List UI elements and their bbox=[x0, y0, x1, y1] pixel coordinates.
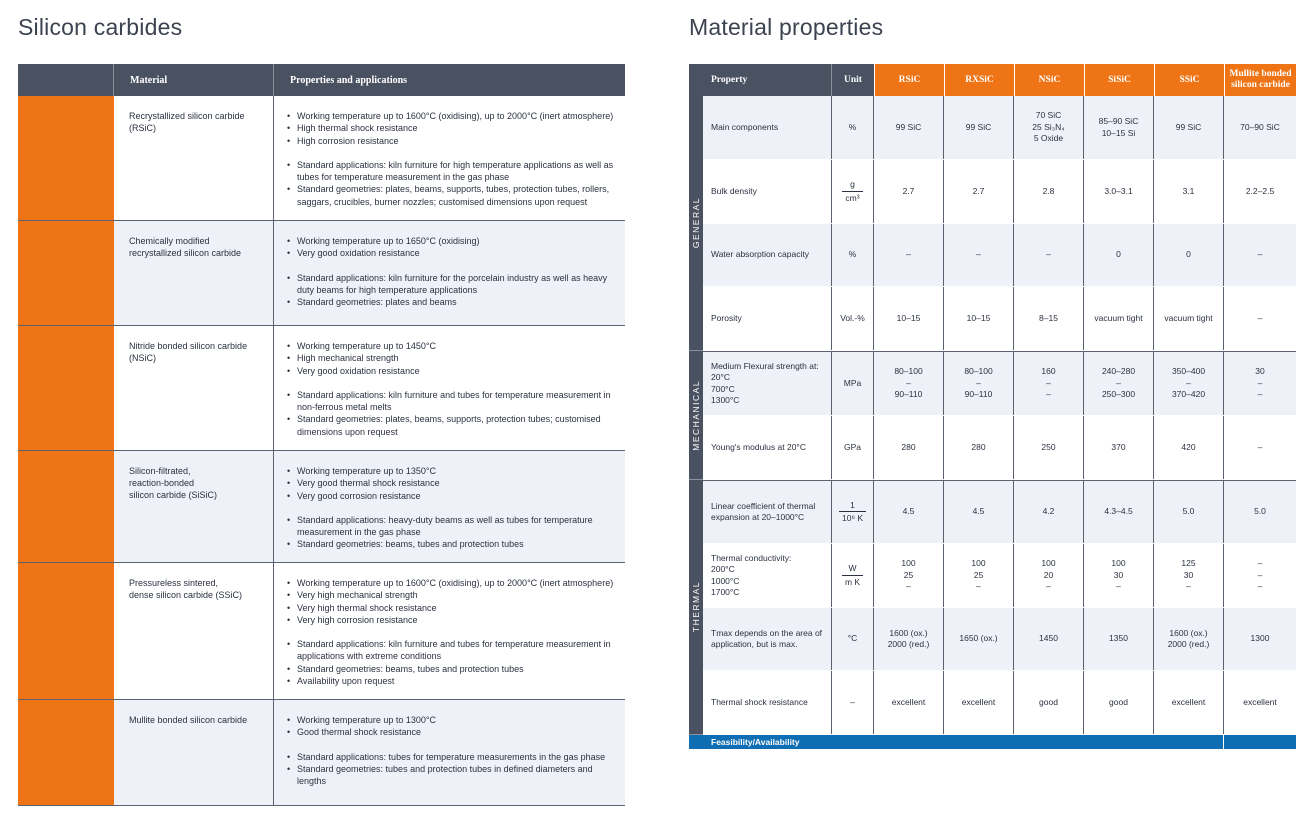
value-cell: 99 SiC bbox=[1154, 96, 1224, 159]
property-name: Main components bbox=[703, 96, 832, 159]
value-cell: 2.8 bbox=[1014, 160, 1084, 223]
table-row bbox=[18, 451, 625, 563]
right-table-body bbox=[689, 96, 1296, 735]
value-cell: 4.2 bbox=[1014, 481, 1084, 543]
value-cell: – bbox=[1257, 441, 1263, 452]
value-cell: 10–15 bbox=[874, 287, 944, 350]
table-row bbox=[703, 416, 1296, 480]
table-row bbox=[703, 671, 1296, 735]
header-property: Property bbox=[703, 64, 832, 96]
unit-cell: – bbox=[832, 671, 874, 734]
material-name-line: silicon carbide (SiSiC) bbox=[129, 490, 218, 500]
material-name-line: (NSiC) bbox=[129, 353, 156, 363]
value-cell: 3.1 bbox=[1154, 160, 1224, 223]
value-cell: 100 25 – bbox=[944, 544, 1014, 607]
property-list bbox=[286, 159, 621, 208]
properties-cell bbox=[274, 563, 625, 699]
value-cell: 370 bbox=[1084, 416, 1154, 479]
material-name-line: Recrystallized silicon carbide bbox=[129, 111, 245, 121]
value-cell: 160 – – bbox=[1014, 352, 1084, 415]
property-item: • Very high corrosion resistance bbox=[286, 614, 621, 626]
left-page-title: Silicon carbides bbox=[18, 14, 183, 40]
value-cell: – bbox=[1257, 249, 1263, 260]
properties-cell bbox=[274, 96, 625, 220]
section-label-text: THERMAL bbox=[691, 581, 701, 633]
right-page-title: Material properties bbox=[689, 14, 884, 40]
unit-numerator: 1 bbox=[850, 499, 855, 510]
table-row bbox=[703, 96, 1296, 160]
unit-denominator: 10⁶ K bbox=[839, 511, 866, 525]
header-material-rsic: RSiC bbox=[874, 64, 944, 96]
properties-cell bbox=[274, 326, 625, 450]
value-cell: 1300 bbox=[1250, 633, 1270, 644]
property-item: • Standard applications: tubes for temperature measurements in the gas phase bbox=[286, 751, 621, 763]
value-cell: 1450 bbox=[1014, 608, 1084, 670]
material-name-line: (RSiC) bbox=[129, 123, 156, 133]
header-material: Material bbox=[114, 64, 274, 96]
property-name: Water absorption capacity bbox=[703, 224, 832, 286]
unit-fraction bbox=[839, 500, 866, 525]
value-cell: 280 bbox=[944, 416, 1014, 479]
value-cell: excellent bbox=[944, 671, 1014, 734]
unit-cell: GPa bbox=[832, 416, 874, 479]
value-cell: 70 SiC 25 Si₃N₄ 5 Oxide bbox=[1014, 96, 1084, 159]
table-row bbox=[703, 160, 1296, 224]
value-cell: 2.7 bbox=[874, 160, 944, 223]
header-material-mullite: Mullite bonded silicon carbide bbox=[1224, 64, 1296, 96]
table-row bbox=[18, 700, 625, 806]
value-cell: 350–400 – 370–420 bbox=[1154, 352, 1224, 415]
property-name: Porosity bbox=[703, 287, 832, 350]
section-label-text: GENERAL bbox=[691, 197, 701, 249]
material-name bbox=[114, 96, 274, 220]
property-list bbox=[286, 272, 621, 309]
header-material-ssic: SSiC bbox=[1154, 64, 1224, 96]
header-material-rxsic: RXSiC bbox=[944, 64, 1014, 96]
material-name bbox=[114, 221, 274, 325]
table-row bbox=[18, 563, 625, 700]
unit-numerator: W bbox=[848, 563, 857, 573]
property-item: • Working temperature up to 1650°C (oxidising) bbox=[286, 235, 621, 247]
property-item: • Standard geometries: plates and beams bbox=[286, 296, 621, 308]
header-unit: Unit bbox=[832, 64, 874, 96]
property-item: • High thermal shock resistance bbox=[286, 122, 621, 134]
property-list bbox=[286, 577, 621, 626]
header-side-spacer bbox=[689, 64, 703, 96]
properties-cell bbox=[274, 700, 625, 805]
unit-cell bbox=[832, 481, 874, 543]
value-cell: – – – bbox=[1257, 558, 1263, 592]
unit-numerator: g bbox=[850, 179, 855, 189]
value-cell: 0 bbox=[1084, 224, 1154, 286]
material-name-line: Pressureless sintered, bbox=[129, 578, 219, 588]
material-name-line: reaction-bonded bbox=[129, 478, 195, 488]
section-label-general bbox=[689, 96, 703, 351]
orange-marker-cell bbox=[18, 700, 114, 805]
value-cell: 85–90 SiC 10–15 Si bbox=[1084, 96, 1154, 159]
value-cell: – bbox=[874, 224, 944, 286]
property-item: • Very good thermal shock resistance bbox=[286, 477, 621, 489]
header-material-sisic: SiSiC bbox=[1084, 64, 1154, 96]
property-item: • Standard applications: heavy-duty beams as well as tubes for temperature measurement in the gas phase bbox=[286, 514, 621, 539]
value-cell: good bbox=[1084, 671, 1154, 734]
unit-cell: Vol.-% bbox=[832, 287, 874, 350]
property-item: • Standard applications: kiln furniture for high temperature applications as well as tubes for temperature measurement in the gas phase bbox=[286, 159, 621, 184]
material-name bbox=[114, 700, 274, 805]
property-item: • Very good oxidation resistance bbox=[286, 247, 621, 259]
value-cell: vacuum tight bbox=[1154, 287, 1224, 350]
value-cell: 420 bbox=[1154, 416, 1224, 479]
property-item: • Working temperature up to 1350°C bbox=[286, 465, 621, 477]
material-name bbox=[114, 451, 274, 562]
value-cell: 3.0–3.1 bbox=[1084, 160, 1154, 223]
value-cell: – bbox=[944, 224, 1014, 286]
unit-denominator: m K bbox=[842, 575, 863, 589]
value-cell: 4.5 bbox=[874, 481, 944, 543]
property-item: • Standard geometries: plates, beams, supports, protection tubes; customised dimensions upon request bbox=[286, 413, 621, 438]
left-table-header bbox=[18, 64, 625, 96]
value-cell: 80–100 – 90–110 bbox=[944, 352, 1014, 415]
value-cell: 280 bbox=[874, 416, 944, 479]
table-row bbox=[18, 326, 625, 451]
header-properties: Properties and applications bbox=[290, 74, 408, 86]
value-cell: 100 25 – bbox=[874, 544, 944, 607]
table-row bbox=[703, 480, 1296, 544]
property-list bbox=[286, 389, 621, 438]
orange-marker-cell bbox=[18, 563, 114, 699]
value-cell: excellent bbox=[874, 671, 944, 734]
property-list bbox=[286, 110, 621, 147]
section-label-text: MECHANICAL bbox=[691, 379, 701, 451]
value-cell: 99 SiC bbox=[874, 96, 944, 159]
material-properties-table bbox=[689, 64, 1296, 749]
unit-fraction bbox=[842, 563, 863, 588]
property-item: • Standard geometries: beams, tubes and protection tubes bbox=[286, 663, 621, 675]
property-name: Thermal shock resistance bbox=[703, 671, 832, 734]
properties-cell bbox=[274, 451, 625, 562]
property-list bbox=[286, 465, 621, 502]
value-cell: 0 bbox=[1154, 224, 1224, 286]
table-row bbox=[703, 224, 1296, 287]
property-name: Medium Flexural strength at: 20°C 700°C 1300°C bbox=[703, 352, 832, 415]
value-cell: 5.0 bbox=[1154, 481, 1224, 543]
orange-marker-cell bbox=[18, 451, 114, 562]
property-list bbox=[286, 751, 621, 788]
value-cell: 30 – – bbox=[1255, 366, 1265, 400]
property-list bbox=[286, 714, 621, 739]
orange-marker-cell bbox=[18, 96, 114, 220]
value-cell: – bbox=[1014, 224, 1084, 286]
silicon-carbides-table bbox=[18, 64, 625, 806]
property-list bbox=[286, 235, 621, 260]
right-table-header bbox=[689, 64, 1296, 96]
section-label-thermal bbox=[689, 480, 703, 735]
property-item: • High mechanical strength bbox=[286, 352, 621, 364]
material-name-line: Nitride bonded silicon carbide bbox=[129, 341, 248, 351]
table-row bbox=[703, 608, 1296, 671]
header-material-nsic: NSiC bbox=[1014, 64, 1084, 96]
value-cell: 4.5 bbox=[944, 481, 1014, 543]
property-name: Thermal conductivity: 200°C 1000°C 1700°C bbox=[703, 544, 832, 607]
value-cell: 1350 bbox=[1084, 608, 1154, 670]
property-item: • Working temperature up to 1300°C bbox=[286, 714, 621, 726]
section-sidebar bbox=[689, 96, 703, 735]
material-name bbox=[114, 563, 274, 699]
value-cell: excellent bbox=[1154, 671, 1224, 734]
material-name-line: Chemically modified bbox=[129, 236, 210, 246]
value-cell: 2.7 bbox=[944, 160, 1014, 223]
value-cell: 8–15 bbox=[1014, 287, 1084, 350]
unit-cell: MPa bbox=[832, 352, 874, 415]
property-item: • Standard geometries: tubes and protection tubes in defined diameters and lengths bbox=[286, 763, 621, 788]
property-item: • Working temperature up to 1600°C (oxidising), up to 2000°C (inert atmosphere) bbox=[286, 577, 621, 589]
value-cell: 80–100 – 90–110 bbox=[874, 352, 944, 415]
property-item: • Availability upon request bbox=[286, 675, 621, 687]
value-cell: good bbox=[1014, 671, 1084, 734]
property-item: • Standard applications: kiln furniture and tubes for temperature measurement in applications with extreme conditions bbox=[286, 638, 621, 663]
table-row bbox=[703, 287, 1296, 351]
property-item: • Very good corrosion resistance bbox=[286, 490, 621, 502]
material-name-line: dense silicon carbide (SSiC) bbox=[129, 590, 243, 600]
orange-marker-cell bbox=[18, 326, 114, 450]
property-name: Tmax depends on the area of application, but is max. bbox=[703, 608, 832, 670]
value-cell: 250 bbox=[1014, 416, 1084, 479]
property-list bbox=[286, 340, 621, 377]
feasibility-footer bbox=[689, 735, 1296, 749]
material-name-line: recrystallized silicon carbide bbox=[129, 248, 242, 258]
unit-cell: % bbox=[832, 96, 874, 159]
value-cell: 100 20 – bbox=[1014, 544, 1084, 607]
value-cell: 1650 (ox.) bbox=[944, 608, 1014, 670]
material-name-line: Silicon-filtrated, bbox=[129, 466, 191, 476]
property-item: • Very high mechanical strength bbox=[286, 589, 621, 601]
value-cell: 1600 (ox.) 2000 (red.) bbox=[874, 608, 944, 670]
property-item: • Very good oxidation resistance bbox=[286, 365, 621, 377]
property-item: • Standard applications: kiln furniture for the porcelain industry as well as heavy duty beams for high temperature applications bbox=[286, 272, 621, 297]
value-cell: 10–15 bbox=[944, 287, 1014, 350]
unit-cell: °C bbox=[832, 608, 874, 670]
value-cell: excellent bbox=[1243, 696, 1277, 707]
value-cell: 5.0 bbox=[1254, 506, 1266, 517]
value-cell: 70–90 SiC bbox=[1240, 121, 1280, 132]
property-rows bbox=[703, 96, 1296, 735]
property-name: Linear coefficient of thermal expansion at 20–1000°C bbox=[703, 481, 832, 543]
unit-cell bbox=[832, 544, 874, 607]
table-row bbox=[18, 221, 625, 326]
header-color-column bbox=[18, 64, 114, 96]
property-item: • Working temperature up to 1450°C bbox=[286, 340, 621, 352]
value-cell: 99 SiC bbox=[944, 96, 1014, 159]
value-cell: 100 30 – bbox=[1084, 544, 1154, 607]
table-row bbox=[703, 544, 1296, 608]
property-item: • Standard geometries: beams, tubes and protection tubes bbox=[286, 538, 621, 550]
value-cell: – bbox=[1257, 312, 1263, 323]
property-item: • Very high thermal shock resistance bbox=[286, 602, 621, 614]
property-list bbox=[286, 638, 621, 687]
value-cell: 125 30 – bbox=[1154, 544, 1224, 607]
unit-cell bbox=[832, 160, 874, 223]
value-cell: vacuum tight bbox=[1084, 287, 1154, 350]
properties-cell bbox=[274, 221, 625, 325]
table-row bbox=[703, 351, 1296, 416]
property-item: • Standard applications: kiln furniture and tubes for temperature measurement in non-ferrous metal melts bbox=[286, 389, 621, 414]
feasibility-filler bbox=[1224, 735, 1296, 749]
property-item: • Standard geometries: plates, beams, supports, tubes, protection tubes, rollers, saggars, crucibles, burner nozzles; customised dimensions upon request bbox=[286, 183, 621, 208]
material-name-line: Mullite bonded silicon carbide bbox=[129, 715, 248, 725]
unit-cell: % bbox=[832, 224, 874, 286]
property-item: • Working temperature up to 1600°C (oxidising), up to 2000°C (inert atmosphere) bbox=[286, 110, 621, 122]
value-cell: 240–280 – 250–300 bbox=[1084, 352, 1154, 415]
property-item: • Good thermal shock resistance bbox=[286, 726, 621, 738]
value-cell: 4.3–4.5 bbox=[1084, 481, 1154, 543]
table-row bbox=[18, 96, 625, 221]
value-cell: 1600 (ox.) 2000 (red.) bbox=[1154, 608, 1224, 670]
property-name: Young's modulus at 20°C bbox=[703, 416, 832, 479]
unit-fraction bbox=[842, 179, 862, 204]
unit-denominator: cm³ bbox=[842, 191, 862, 205]
feasibility-label: Feasibility/Availability bbox=[689, 735, 1224, 749]
orange-marker-cell bbox=[18, 221, 114, 325]
property-name: Bulk density bbox=[703, 160, 832, 223]
value-cell: 2.2–2.5 bbox=[1245, 185, 1275, 196]
property-list bbox=[286, 514, 621, 551]
material-name bbox=[114, 326, 274, 450]
section-label-mechanical bbox=[689, 351, 703, 480]
property-item: • High corrosion resistance bbox=[286, 135, 621, 147]
